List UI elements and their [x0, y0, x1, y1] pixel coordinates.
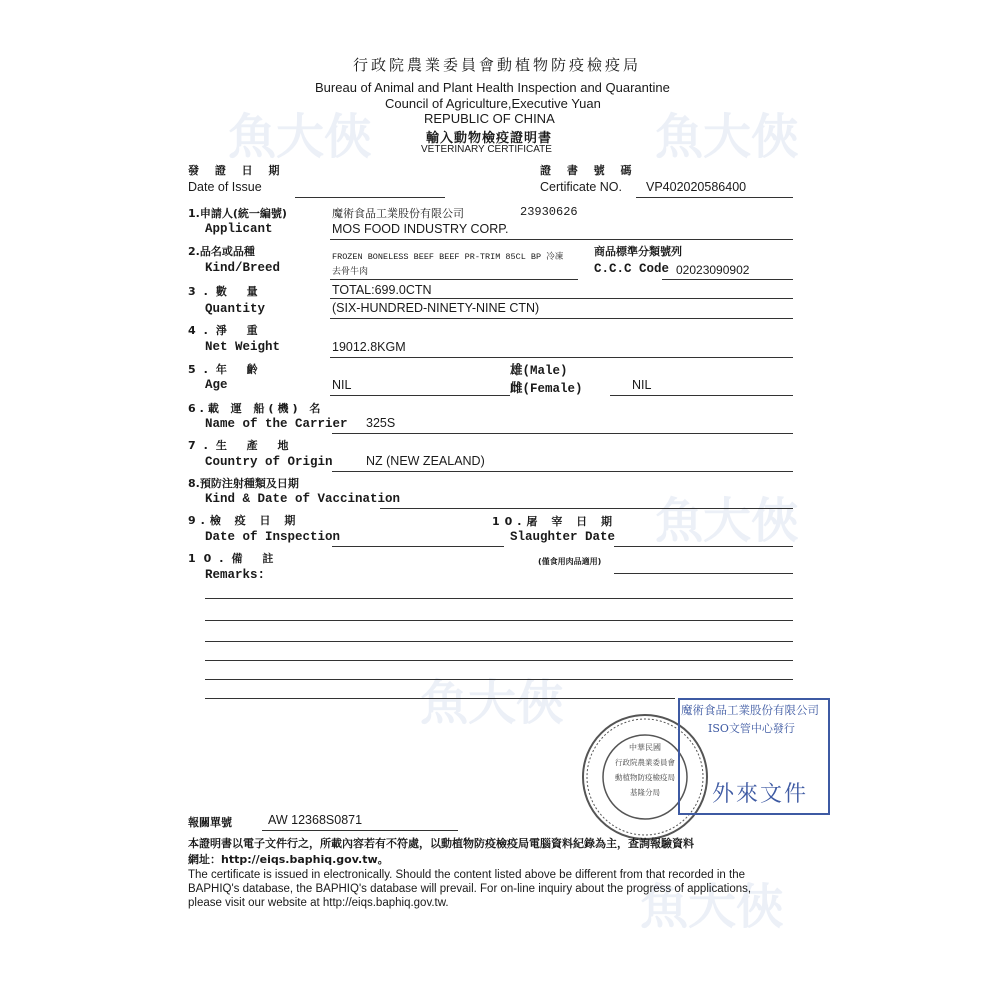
- vaccination-label-zh: 8.預防注射種類及日期: [188, 477, 299, 490]
- male-label: 雄(Male): [510, 364, 568, 378]
- watermark: 魚大俠: [655, 493, 800, 549]
- seal-line-4: 基隆分局: [630, 788, 660, 797]
- ccc-value: 02023090902: [676, 263, 750, 277]
- watermark: 魚大俠: [228, 109, 373, 165]
- slaughter-label-en: Slaughter Date: [510, 530, 616, 544]
- council-title: Council of Agriculture,Executive Yuan: [385, 96, 601, 111]
- stamp-department: ISO文管中心發行: [708, 722, 795, 735]
- quantity-label-zh: 3.數 量: [188, 285, 266, 298]
- inspection-underline: [332, 546, 504, 547]
- applicant-underline: [330, 239, 793, 240]
- applicant-label-zh: 1.申請人(統一編號): [188, 207, 287, 220]
- female-underline: [610, 395, 793, 396]
- watermark: 魚大俠: [655, 109, 800, 165]
- origin-underline: [332, 471, 793, 472]
- issue-date-label-zh: 發 證 日 期: [188, 164, 286, 177]
- net-weight-value: 19012.8KGM: [332, 340, 406, 354]
- remarks-line: [205, 679, 793, 680]
- carrier-underline: [332, 433, 793, 434]
- customs-value: AW 12368S0871: [268, 813, 363, 827]
- kind-label-en: Kind/Breed: [205, 261, 281, 275]
- footer-note-zh-1: 本證明書以電子文件行之，所載內容若有不符處，以動植物防疫檢疫局電腦資料紀錄為主，查詢報驗資料: [188, 837, 694, 850]
- watermark: 魚大俠: [640, 879, 785, 935]
- quantity-value-line1: TOTAL:699.0CTN: [332, 283, 432, 297]
- kind-value-line1: FROZEN BONELESS BEEF BEEF PR-TRIM 85CL BP 冷凍: [332, 252, 564, 262]
- certificate-number-value: VP402020586400: [646, 180, 747, 194]
- slaughter-label-zh: 10.屠 宰 日 期: [492, 515, 617, 528]
- kind-underline: [330, 279, 578, 280]
- slaughter-note: (僅食用肉品適用): [538, 557, 602, 566]
- inspection-label-zh: 9.檢 疫 日 期: [188, 514, 301, 527]
- applicant-name-en: MOS FOOD INDUSTRY CORP.: [332, 222, 509, 236]
- ccc-label-en: C.C.C Code: [594, 262, 670, 276]
- footer-note-zh-2: 網址：http://eiqs.baphiq.gov.tw。: [188, 853, 389, 866]
- remarks-line: [205, 620, 793, 621]
- origin-label-zh: 7.生 產 地: [188, 439, 297, 452]
- quantity-underline-1: [330, 298, 793, 299]
- quantity-underline-2: [330, 318, 793, 319]
- carrier-label-en: Name of the Carrier: [205, 417, 348, 431]
- ccc-underline: [662, 279, 793, 280]
- age-label-zh: 5.年 齡: [188, 363, 266, 376]
- origin-label-en: Country of Origin: [205, 455, 333, 469]
- remarks-line: [205, 598, 793, 599]
- age-value: NIL: [332, 378, 352, 392]
- kind-label-zh: 2.品名或品種: [188, 245, 255, 258]
- footer-note-en-3: please visit our website at http://eiqs.baphiq.gov.tw.: [188, 897, 449, 909]
- remarks-line: [205, 641, 793, 642]
- customs-label: 報關單號: [188, 816, 232, 829]
- applicant-tax-id: 23930626: [520, 205, 578, 219]
- certificate-title-zh: 輸入動物檢疫證明書: [426, 131, 553, 146]
- vaccination-label-en: Kind & Date of Vaccination: [205, 492, 401, 506]
- issue-date-underline: [295, 197, 445, 198]
- net-weight-label-en: Net Weight: [205, 340, 281, 354]
- country-title: REPUBLIC OF CHINA: [424, 111, 555, 126]
- applicant-name-zh: 魔術食品工業股份有限公司: [332, 207, 464, 220]
- female-label: 雌(Female): [510, 382, 583, 396]
- certificate-title-en: VETERINARY CERTIFICATE: [421, 144, 552, 155]
- remarks-label-zh: 10.備 註: [188, 552, 282, 565]
- quantity-label-en: Quantity: [205, 302, 266, 316]
- inspection-label-en: Date of Inspection: [205, 530, 341, 544]
- stamp-company: 魔術食品工業股份有限公司: [681, 703, 819, 717]
- seal-line-3: 動植物防疫檢疫局: [615, 773, 675, 782]
- seal-line-1: 中華民國: [629, 743, 661, 752]
- certificate-number-label-zh: 證 書 號 碼: [540, 164, 638, 177]
- customs-underline: [262, 830, 458, 831]
- vaccination-underline: [380, 508, 793, 509]
- remarks-line: [205, 660, 793, 661]
- footer-note-en-1: The certificate is issued in electronically. Should the content listed above be different from that recorded in the: [188, 869, 745, 881]
- carrier-label-zh: 6.載 運 船(機) 名: [188, 402, 325, 415]
- certificate-number-label-en: Certificate NO.: [540, 180, 622, 194]
- agency-title-zh: 行政院農業委員會動植物防疫檢疫局: [353, 56, 642, 74]
- applicant-label-en: Applicant: [205, 222, 273, 236]
- carrier-value: 325S: [366, 416, 396, 430]
- net-weight-underline: [330, 357, 793, 358]
- age-label-en: Age: [205, 378, 228, 392]
- watermark: 魚大俠: [420, 675, 565, 731]
- female-value: NIL: [632, 378, 652, 392]
- remarks-label-en: Remarks:: [205, 568, 266, 582]
- seal-line-2: 行政院農業委員會: [615, 758, 675, 767]
- remarks-line: [205, 698, 675, 699]
- ccc-label-zh: 商品標準分類號列: [594, 245, 682, 258]
- certificate-number-underline: [636, 197, 793, 198]
- stamp-label: 外來文件: [712, 782, 809, 807]
- footer-note-en-2: BAPHIQ's database, the BAPHIQ's database will prevail. For on-line inquiry about the progress of applications,: [188, 883, 752, 895]
- origin-value: NZ (NEW ZEALAND): [366, 454, 485, 468]
- slaughter-underline: [614, 546, 793, 547]
- kind-value-line2: 去骨牛肉: [332, 267, 369, 277]
- age-underline: [330, 395, 510, 396]
- quantity-value-line2: (SIX-HUNDRED-NINETY-NINE CTN): [332, 301, 540, 315]
- issue-date-label-en: Date of Issue: [188, 180, 262, 194]
- agency-title-en: Bureau of Animal and Plant Health Inspection and Quarantine: [315, 80, 670, 95]
- net-weight-label-zh: 4.淨 重: [188, 324, 266, 337]
- remarks-line: [614, 573, 793, 574]
